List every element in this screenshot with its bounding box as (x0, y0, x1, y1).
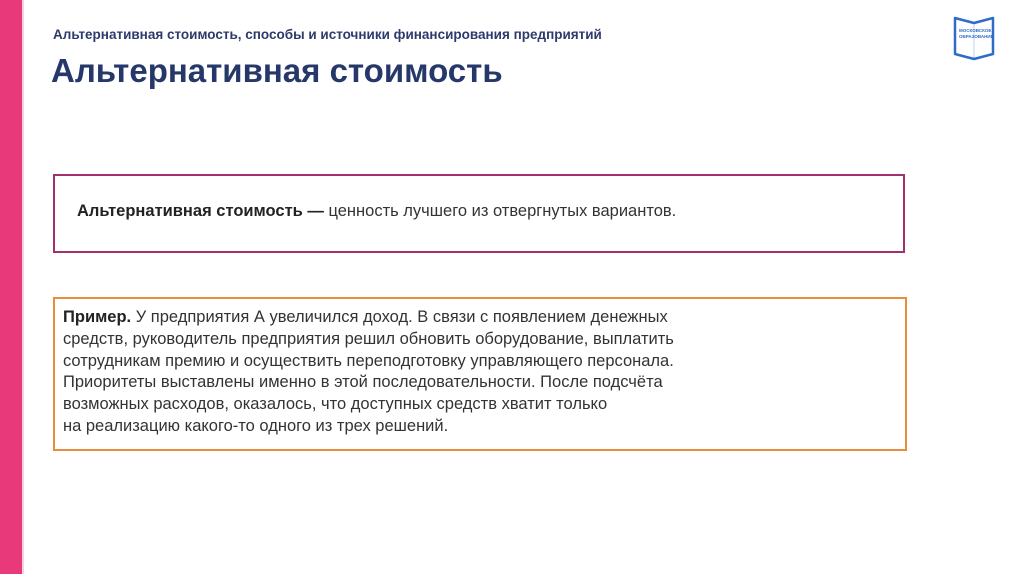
slide-title: Альтернативная стоимость (51, 52, 503, 89)
logo-text-line1: МОСКОВСКОЕ (959, 28, 992, 33)
book-logo-icon (951, 14, 997, 66)
example-line: на реализацию какого-то одного из трех решений. (63, 416, 449, 435)
example-line: средств, руководитель предприятия решил обновить оборудование, выплатить (63, 329, 674, 348)
example-line: сотрудникам премию и осуществить переподготовку управляющего персонала. (63, 351, 674, 370)
definition-term: Альтернативная стоимость — (77, 202, 324, 220)
logo-text-line2: ОБРАЗОВАНИЕ (959, 33, 994, 39)
logo-text (959, 28, 994, 39)
example-box (53, 297, 907, 451)
definition-body: ценность лучшего из отвергнутых вариантов. (323, 202, 677, 220)
example-line: Пример. У предприятия А увеличился доход. В связи с появлением денежных (63, 308, 668, 326)
example-line: возможных расходов, оказалось, что доступных средств хватит только (63, 395, 608, 414)
left-accent-edge (22, 0, 24, 574)
definition-text (77, 202, 676, 221)
slide-subtitle: Альтернативная стоимость, способы и источники финансирования предприятий (53, 27, 602, 42)
left-accent-bar (0, 0, 22, 574)
moscow-education-logo (951, 14, 997, 66)
definition-box (53, 174, 905, 253)
example-line: Приоритеты выставлены именно в этой последовательности. После подсчёта (63, 373, 663, 392)
example-label: Пример. (63, 308, 132, 326)
example-text (63, 307, 903, 438)
